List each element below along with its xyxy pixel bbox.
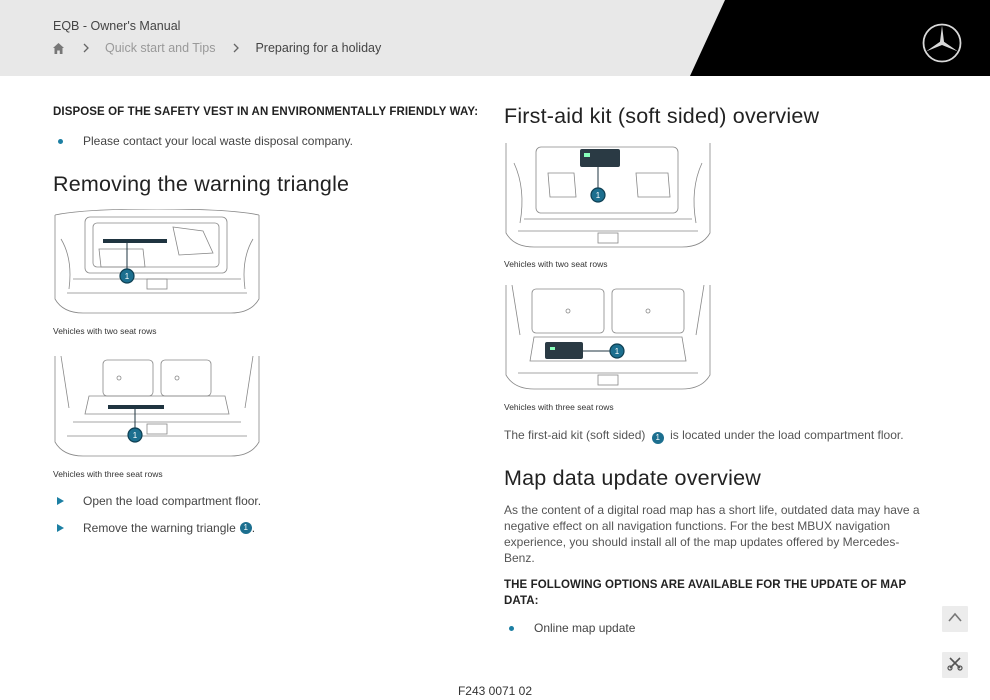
caption-three-seat-rows: Vehicles with three seat rows [53, 469, 163, 479]
chevron-right-icon [79, 41, 93, 55]
step-item [53, 494, 261, 508]
step-arrow-icon [57, 524, 64, 532]
breadcrumb [52, 41, 381, 55]
map-data-title: Map data update overview [504, 466, 761, 490]
options-bullet-text: Online map update [534, 621, 636, 635]
dispose-heading: DISPOSE OF THE SAFETY VEST IN AN ENVIRONMENTALLY FRIENDLY WAY: [53, 106, 479, 118]
list-item [53, 134, 353, 148]
home-icon[interactable] [52, 42, 65, 55]
step-text: Remove the warning triangle [83, 521, 236, 535]
callout-badge: 1 [240, 522, 252, 534]
bullet-icon [509, 626, 514, 631]
step-text: Open the load compartment floor. [83, 494, 262, 508]
breadcrumb-item-current: Preparing for a holiday [255, 41, 382, 55]
breadcrumb-item-quick-start[interactable]: Quick start and Tips [105, 41, 216, 55]
step-suffix: . [251, 521, 256, 535]
tools-button[interactable] [942, 652, 968, 678]
svg-text:1: 1 [614, 347, 620, 356]
warning-triangle-three-rows-illustration [53, 352, 261, 458]
first-aid-text-end: is located under the load compartment floor. [670, 428, 904, 442]
map-options-heading: THE FOLLOWING OPTIONS ARE AVAILABLE FOR THE UPDATE OF MAP DATA: [504, 579, 907, 607]
figure-code: F243 0071 02 [457, 684, 533, 698]
chevron-right-icon [229, 41, 243, 55]
svg-text:1: 1 [124, 272, 130, 281]
first-aid-three-rows-illustration [504, 285, 712, 391]
document-title: EQB - Owner's Manual [53, 19, 181, 33]
tools-icon [947, 655, 963, 676]
caption-two-seat-rows: Vehicles with two seat rows [504, 259, 608, 269]
svg-text:1: 1 [595, 191, 601, 200]
map-data-paragraph: As the content of a digital road map has a short life, outdated data may have a negative effect on all navigation functions. For the best MBUX navigation experience, you should install all of the map updates offered by Mercedes-Benz. [504, 503, 920, 565]
scroll-to-top-button[interactable] [942, 606, 968, 632]
first-aid-text-start: The first-aid kit (soft sided) [504, 428, 646, 442]
mercedes-star-logo[interactable] [921, 22, 963, 64]
step-arrow-icon [57, 497, 64, 505]
caption-two-seat-rows: Vehicles with two seat rows [53, 326, 157, 336]
callout-badge: 1 [652, 432, 664, 444]
step-item [53, 521, 255, 535]
chevron-up-icon [947, 610, 963, 628]
first-aid-title: First-aid kit (soft sided) overview [504, 104, 820, 128]
first-aid-two-rows-illustration [504, 143, 712, 249]
caption-three-seat-rows: Vehicles with three seat rows [504, 402, 614, 412]
warning-triangle-title: Removing the warning triangle [53, 172, 350, 196]
first-aid-location-text [504, 427, 934, 444]
svg-text:1: 1 [132, 431, 138, 440]
bullet-icon [58, 139, 63, 144]
dispose-bullet-text: Please contact your local waste disposal company. [83, 134, 353, 148]
list-item [504, 621, 635, 635]
page-header [0, 0, 990, 76]
warning-triangle-two-rows-illustration [53, 209, 261, 315]
